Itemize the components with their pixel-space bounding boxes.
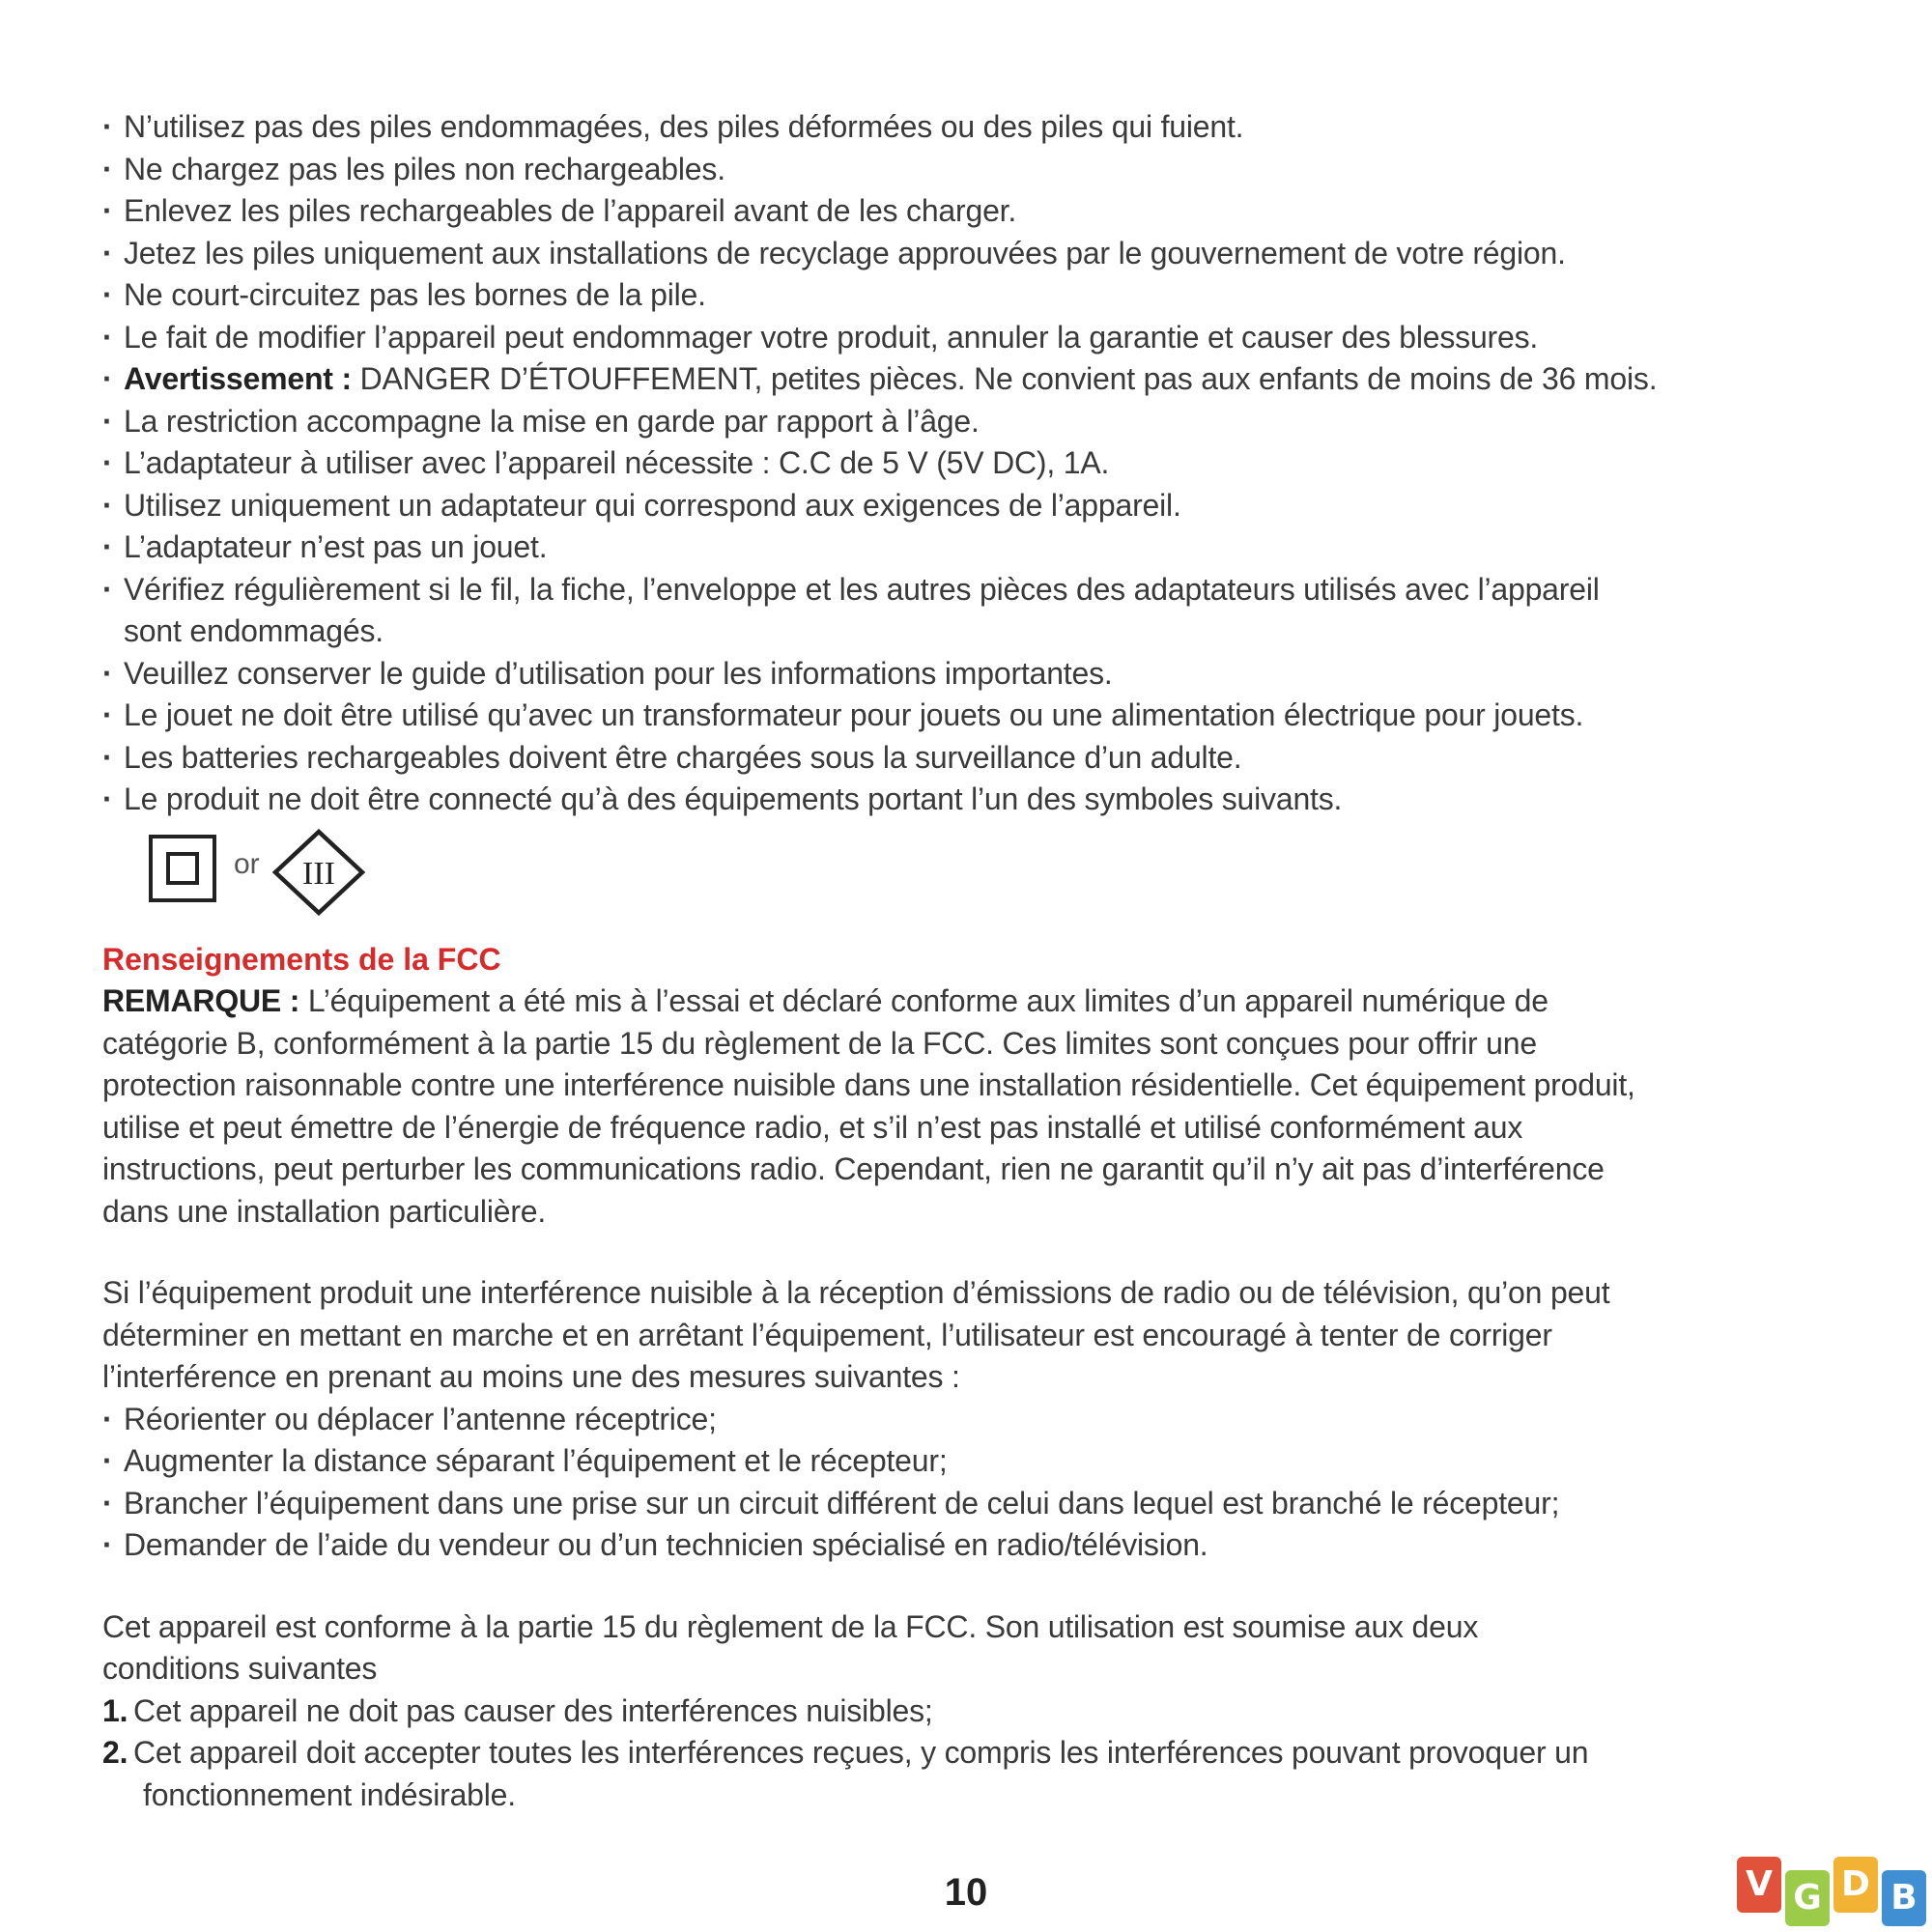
list-item: · Vérifiez régulièrement si le fil, la fiche, l’enveloppe et les autres pièces des adaptateurs utilisés avec l’appareil <box>102 569 1832 611</box>
page-number: 10 <box>944 1871 988 1914</box>
list-item: · La restriction accompagne la mise en garde par rapport à l’âge. <box>102 401 1832 443</box>
fcc-paragraph-2 <box>102 1272 1832 1567</box>
fcc-paragraph-1 <box>102 980 1832 1233</box>
warning-label: Avertissement : <box>124 361 352 396</box>
fcc-section-title: Renseignements de la FCC <box>102 941 501 977</box>
fcc-paragraph-3 <box>102 1606 1832 1817</box>
list-item: · N’utilisez pas des piles endommagées, des piles déformées ou des piles qui fuient. <box>102 106 1832 149</box>
warning-text: DANGER D’ÉTOUFFEMENT, petites pièces. Ne convient pas aux enfants de moins de 36 mois. <box>351 361 1658 396</box>
list-item-continuation: sont endommagés. <box>124 613 384 648</box>
warning-item <box>102 358 1832 401</box>
logo-letter-g: G <box>1785 1870 1830 1926</box>
equipment-symbols <box>149 829 1832 925</box>
class-iii-diamond-icon <box>272 829 365 916</box>
numbered-item-continuation: fonctionnement indésirable. <box>143 1776 516 1812</box>
list-item: · Augmenter la distance séparant l’équipement et le récepteur; <box>102 1440 1832 1483</box>
item-number: 2. <box>102 1735 128 1770</box>
list-item: · Le jouet ne doit être utilisé qu’avec un transformateur pour jouets ou une alimentation électrique pour jouets. <box>102 695 1832 737</box>
logo-letter-v: V <box>1737 1857 1781 1913</box>
paragraph-line: Cet appareil est conforme à la partie 15 du règlement de la FCC. Son utilisation est soumise aux deux <box>102 1608 1479 1644</box>
list-item: · Les batteries rechargeables doivent être chargées sous la surveillance d’un adulte. <box>102 737 1832 780</box>
paragraph-line: l’interférence en prenant au moins une des mesures suivantes : <box>102 1359 960 1394</box>
list-item: · L’adaptateur n’est pas un jouet. <box>102 526 1832 569</box>
list-item: · Le fait de modifier l’appareil peut endommager votre produit, annuler la garantie et causer des blessures. <box>102 317 1832 359</box>
paragraph-line: utilise et peut émettre de l’énergie de fréquence radio, et s’il n’est pas installé et utilisé conformément aux <box>102 1109 1523 1145</box>
paragraph-line: catégorie B, conformément à la partie 15 du règlement de la FCC. Ces limites sont conçues pour offrir une <box>102 1025 1537 1061</box>
document-body <box>102 106 1832 1816</box>
logo-letter-b: B <box>1882 1870 1926 1926</box>
list-item: · Ne court-circuitez pas les bornes de la pile. <box>102 274 1832 317</box>
list-item: · Demander de l’aide du vendeur ou d’un technicien spécialisé en radio/télévision. <box>102 1524 1832 1567</box>
list-item: · Le produit ne doit être connecté qu’à des équipements portant l’un des symboles suivants. <box>102 779 1832 821</box>
paragraph-line: déterminer en mettant en marche et en arrêtant l’équipement, l’utilisateur est encouragé à tenter de corriger <box>102 1317 1552 1352</box>
list-item: · L’adaptateur à utiliser avec l’appareil nécessite : C.C de 5 V (5V DC), 1A. <box>102 442 1832 485</box>
list-item: · Brancher l’équipement dans une prise sur un circuit différent de celui dans lequel est branché le récepteur; <box>102 1483 1832 1525</box>
item-number: 1. <box>102 1692 128 1728</box>
list-item: · Jetez les piles uniquement aux installations de recyclage approuvées par le gouvernement de votre région. <box>102 233 1832 275</box>
list-item: · Veuillez conserver le guide d’utilisation pour les informations importantes. <box>102 653 1832 696</box>
numbered-item: 2. Cet appareil doit accepter toutes les interférences reçues, y compris les interférences pouvant provoquer un <box>102 1732 1832 1775</box>
paragraph-line: Si l’équipement produit une interférence nuisible à la réception d’émissions de radio ou de télévision, qu’on peut <box>102 1275 1610 1310</box>
paragraph-line: protection raisonnable contre une interférence nuisible dans une installation résidentielle. Cet équipement produit, <box>102 1067 1635 1102</box>
class-ii-double-square-icon <box>149 835 216 902</box>
paragraph-line: conditions suivantes <box>102 1651 378 1686</box>
list-item: · Utilisez uniquement un adaptateur qui correspond aux exigences de l’appareil. <box>102 485 1832 527</box>
paragraph-line: instructions, peut perturber les communications radio. Cependant, rien ne garantit qu’il n’y ait pas d’interférence <box>102 1151 1605 1186</box>
list-item: · Réorienter ou déplacer l’antenne réceptrice; <box>102 1399 1832 1441</box>
battery-safety-list <box>102 106 1832 821</box>
paragraph-line: dans une installation particulière. <box>102 1193 547 1229</box>
remarque-label: REMARQUE : <box>102 983 300 1018</box>
numbered-item: 1. Cet appareil ne doit pas causer des interférences nuisibles; <box>102 1690 1832 1733</box>
symbols-or-text: or <box>234 847 260 880</box>
logo-letter-d: D <box>1833 1857 1878 1913</box>
vgdb-logo <box>1737 1857 1932 1932</box>
list-item: · Enlevez les piles rechargeables de l’appareil avant de les charger. <box>102 190 1832 233</box>
list-item: · Ne chargez pas les piles non rechargeables. <box>102 149 1832 191</box>
class-iii-text: III <box>302 855 335 892</box>
paragraph-line: L’équipement a été mis à l’essai et déclaré conforme aux limites d’un appareil numérique de <box>299 983 1548 1018</box>
